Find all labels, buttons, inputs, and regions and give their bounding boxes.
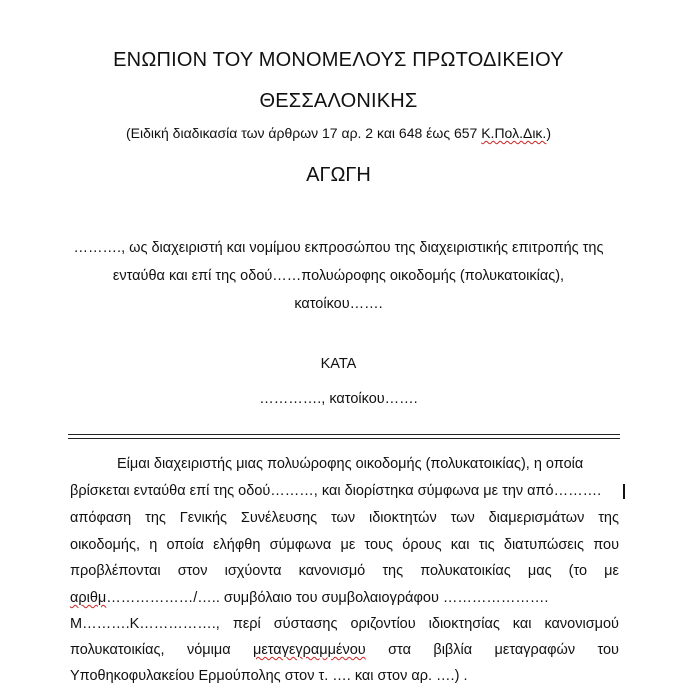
- body-line-8-post: στα βιβλία μεταγραφών του: [365, 642, 619, 658]
- procedure-subtitle: [0, 125, 677, 141]
- body-line-6-rest: ………………/….. συμβόλαιο του συμβολαιογράφου ………………….: [106, 590, 549, 606]
- against-label: ΚΑΤΑ: [320, 356, 357, 372]
- body-line-1: Είμαι διαχειριστής μιας πολυώροφης οικοδομής (πολυκατοικίας), η οποία: [117, 456, 584, 472]
- body-line-5: προβλέπονται στον ισχύοντα κανονισμό της πολυκατοικίας μας (το με: [70, 563, 619, 579]
- text-cursor: [623, 484, 625, 499]
- body-line-2: βρίσκεται ενταύθα επί της οδού………, και διορίστηκα σύμφωνα με την από……….: [70, 483, 602, 499]
- body-line-6: [70, 590, 619, 606]
- procedure-code: Κ.Πολ.Δικ.: [481, 125, 547, 141]
- abbrev-arithm: αριθμ: [70, 590, 107, 606]
- body-line-3: απόφαση της Γενικής Συνέλευσης των ιδιοκτητών των διαμερισμάτων της: [70, 510, 619, 526]
- separator-double-rule-bottom: [68, 438, 620, 439]
- court-heading-line1: ΕΝΩΠΙΟΝ ΤΟΥ ΜΟΝΟΜΕΛΟΥΣ ΠΡΩΤΟΔΙΚΕΙΟΥ: [113, 49, 564, 71]
- procedure-text: (Ειδική διαδικασία των άρθρων 17 αρ. 2 και 648 έως 657: [125, 125, 482, 141]
- document-title: ΑΓΩΓΗ: [306, 164, 371, 186]
- body-line-4: οικοδομής, η οποία ελήφθη σύμφωνα με τους όρους και τις διατυπώσεις που: [70, 537, 619, 553]
- court-heading-line2: ΘΕΣΣΑΛΟΝΙΚΗΣ: [259, 90, 418, 112]
- plaintiff-line3: κατοίκου…….: [294, 296, 383, 312]
- body-line-8-pre: πολυκατοικίας, νόμιμα: [70, 642, 253, 658]
- body-line-9: Υποθηκοφυλακείου Ερμούπολης στον τ. …. και στον αρ. ….) .: [70, 668, 468, 684]
- plaintiff-line2: ενταύθα και επί της οδού……πολυώροφης οικοδομής (πολυκατοικίας),: [112, 268, 565, 284]
- defendant-line: …………., κατοίκου…….: [259, 391, 418, 407]
- plaintiff-line1: ………., ως διαχειριστή και νομίμου εκπροσώπου της διαχειριστικής επιτροπής της: [73, 240, 604, 256]
- procedure-close: ): [546, 125, 551, 141]
- body-line-8: [70, 642, 619, 658]
- body-line-7: Μ……….Κ……………., περί σύστασης οριζοντίου ιδιοκτησίας και κανονισμού: [70, 616, 619, 632]
- separator-double-rule-top: [68, 434, 620, 435]
- word-metagegrammenou: μεταγεγραμμένου: [252, 642, 366, 658]
